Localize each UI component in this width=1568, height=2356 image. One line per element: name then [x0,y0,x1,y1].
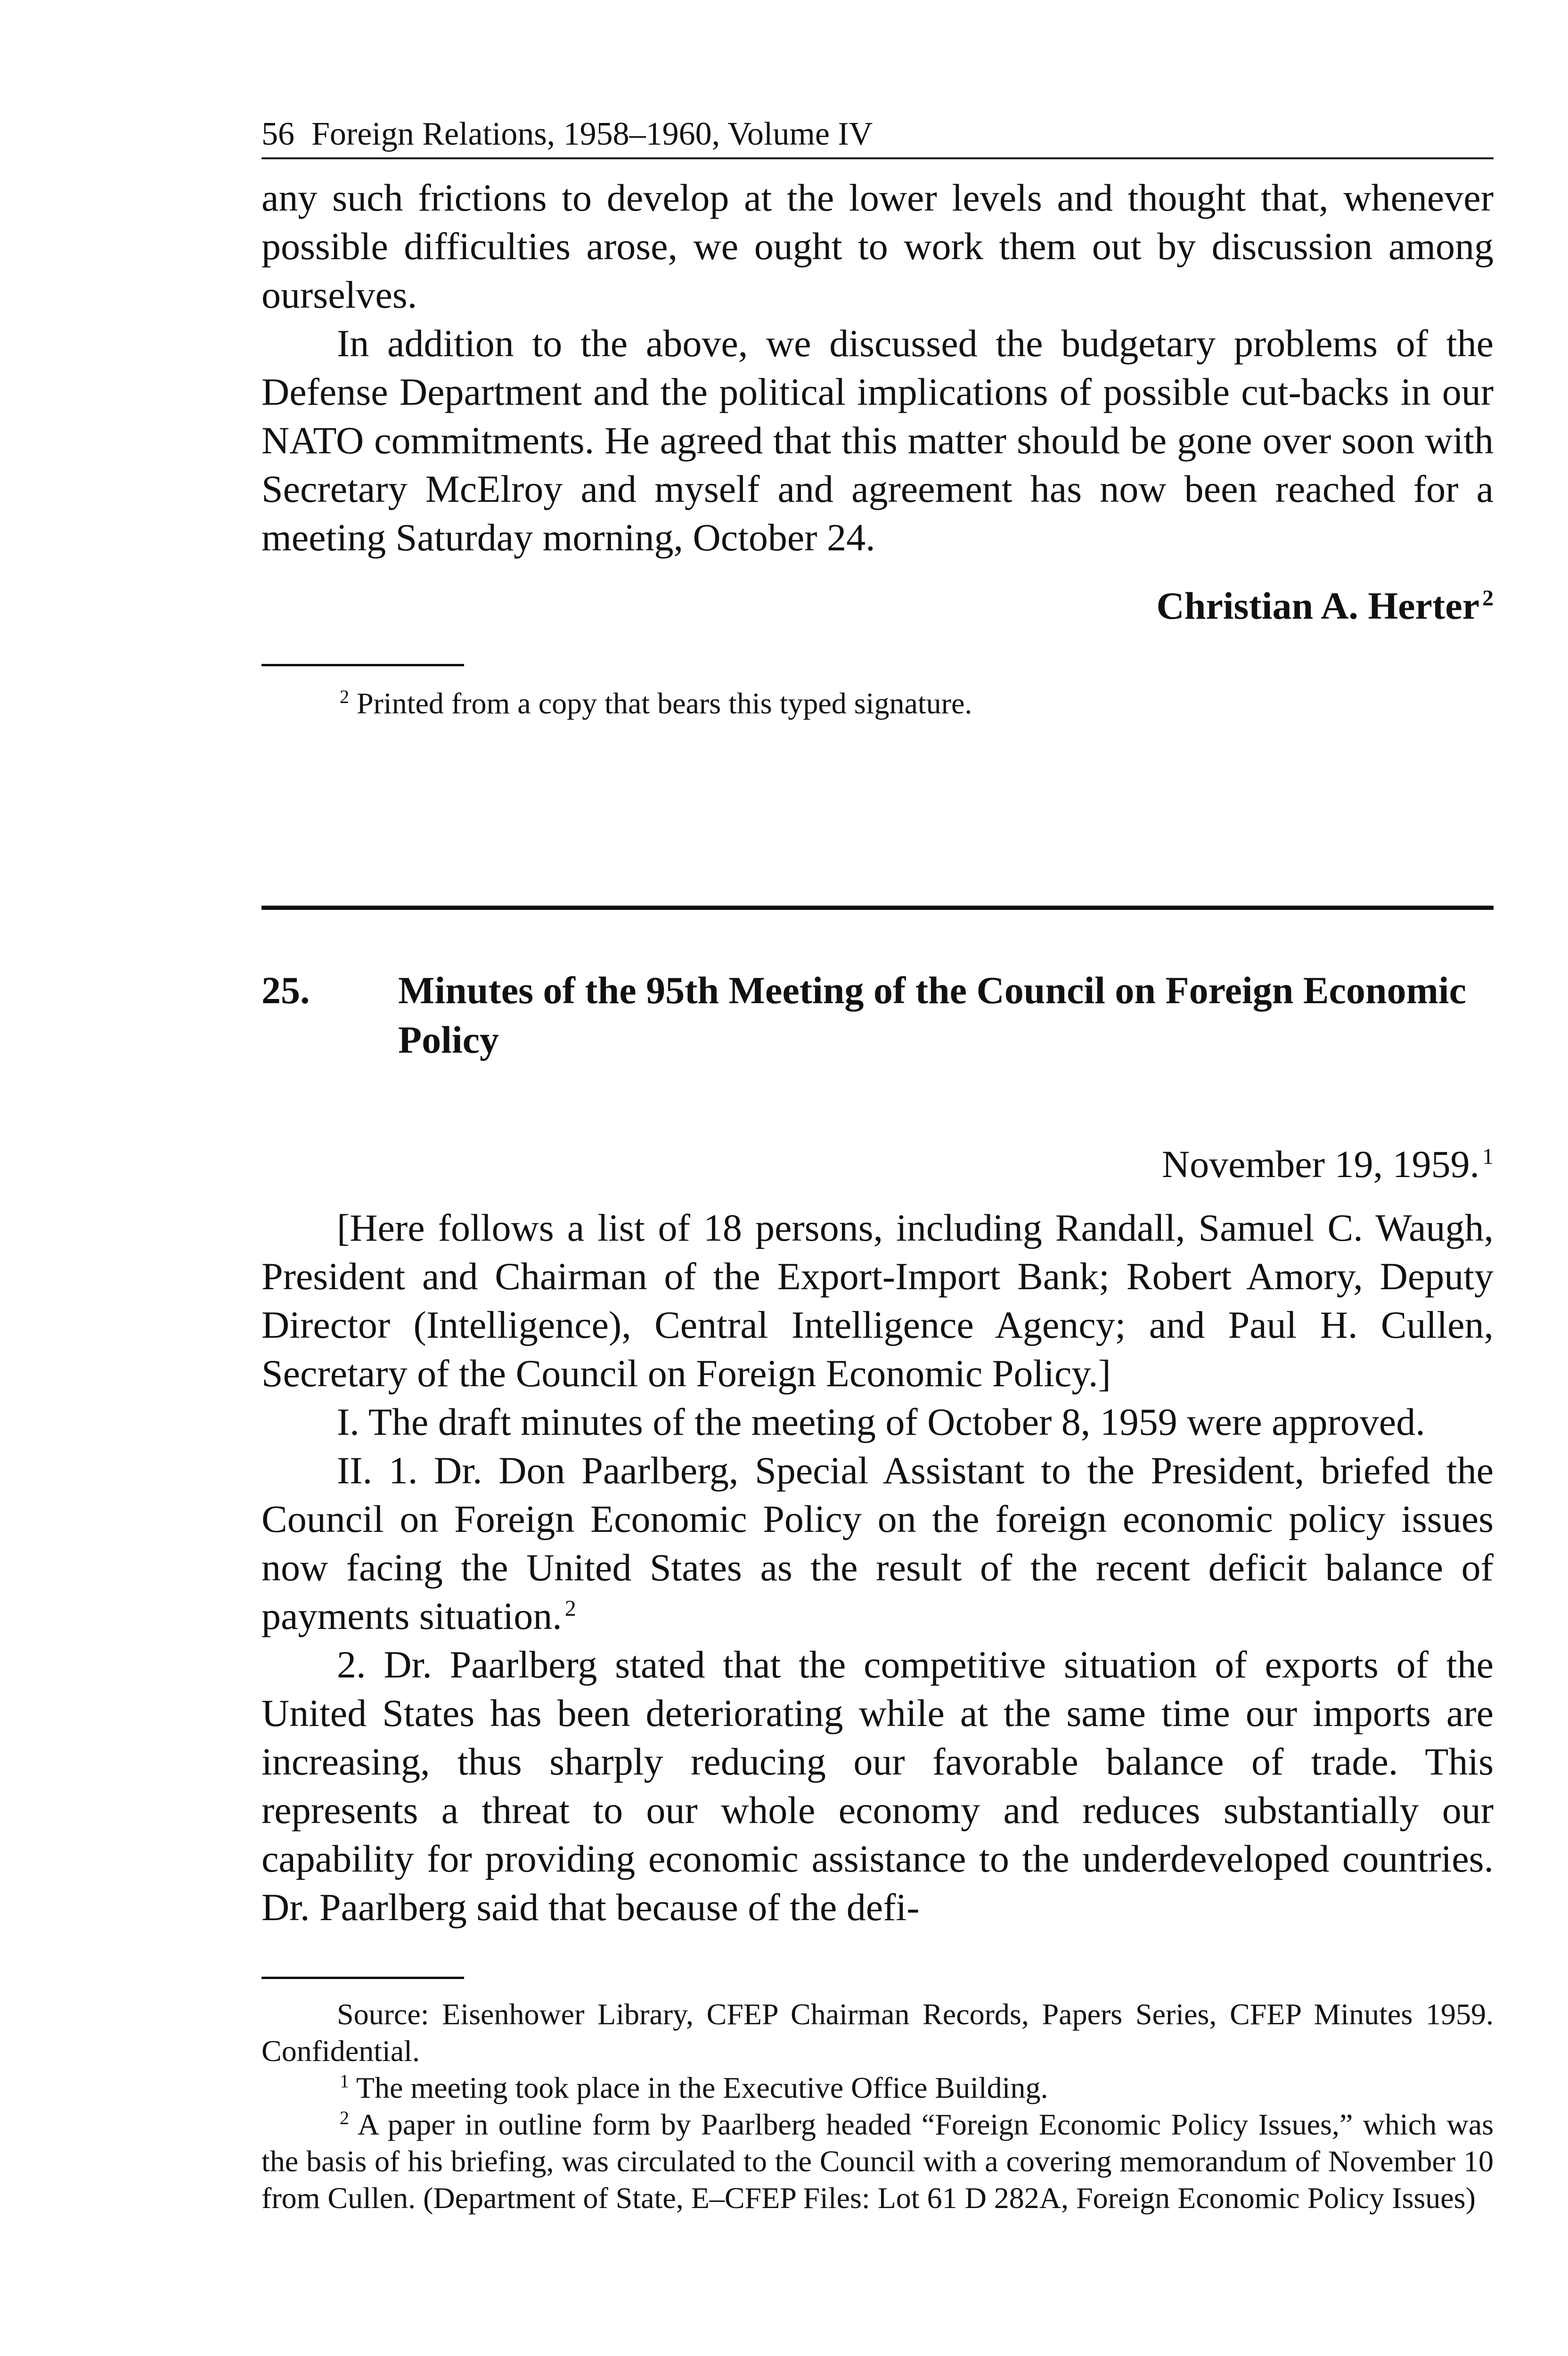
footnote [261,2070,1494,2106]
paragraph-text: II. 1. Dr. Don Paarlberg, Special Assistant to the President, briefed the Council on Foreign Economic Policy on the foreign economic policy issues now facing the United States as the result of the recent deficit balance of payments situation. [261,1449,1494,1637]
source-note: Source: Eisenhower Library, CFEP Chairman Records, Papers Series, CFEP Minutes 1959. Confidential. [261,1997,1494,2068]
page-number: 56 [261,116,294,152]
footnote-marker: 2 [564,1595,576,1621]
footnote-marker: 2 [1482,585,1494,611]
footnote [261,2106,1494,2217]
footnote-marker: 2 [340,686,349,707]
footnote-marker: 1 [1482,1144,1494,1169]
footnote-divider [261,1977,464,1979]
paragraph [261,1446,1494,1640]
signature-name: Christian A. Herter [1156,584,1479,627]
footnote-text: A paper in outline form by Paarlberg headed “Foreign Economic Policy Issues,” which was the basis of his briefing, was circulated to the Council with a covering memorandum of November 10 from Cullen. (Department of State, E–CFEP Files: Lot 61 D 282A, Foreign Economic Policy Issues) [261,2108,1494,2215]
footnote-marker: 1 [340,2070,349,2092]
paragraph: [Here follows a list of 18 persons, including Randall, Samuel C. Waugh, President and Chairman of the Export-Import Bank; Robert Amory, Deputy Director (Intelligence), Central Intelligence Agency; and Paul H. Cullen, Secretary of the Council on Foreign Economic Policy.] [261,1206,1494,1395]
footnote-marker: 2 [340,2107,349,2128]
document-date [261,1140,1494,1188]
signature [261,581,1494,630]
paragraph: 2. Dr. Paarlberg stated that the competitive situation of exports of the United States has been deteriorating while at the same time our imports are increasing, thus sharply reducing our favorable balance of trade. This represents a threat to our whole economy and reduces substantially our capability for providing economic assistance to the underdeveloped countries. Dr. Paarlberg said that because of the defi- [261,1643,1494,1929]
footnote-text: The meeting took place in the Executive Office Building. [356,2071,1048,2104]
paragraph: In addition to the above, we discussed the budgetary problems of the Defense Department and the political implications of possible cut-backs in our NATO commitments. He agreed that this matter should be gone over soon with Secretary McElroy and myself and agreement has now been reached for a meeting Saturday morning, October 24. [261,322,1494,559]
previous-document-body [261,173,1494,562]
footnotes [261,1996,1494,2217]
document-divider [261,906,1494,910]
volume-title: Foreign Relations, 1958–1960, Volume IV [311,116,873,152]
document-heading [261,965,1494,1064]
paragraph: I. The draft minutes of the meeting of October 8, 1959 were approved. [337,1400,1425,1443]
paragraph: any such frictions to develop at the lower levels and thought that, whenever possible difficulties arose, we ought to work them out by discussion among ourselves. [261,176,1494,316]
running-head [261,113,1494,159]
footnote [261,685,1494,722]
document-page [261,113,1494,2217]
footnote-text: Printed from a copy that bears this typed signature. [357,687,972,720]
date-text: November 19, 1959. [1161,1143,1479,1186]
document-number: 25. [261,969,310,1012]
footnote-divider [261,664,464,666]
document-title: Minutes of the 95th Meeting of the Council on Foreign Economic Policy [398,969,1466,1061]
document-body [261,1203,1494,1931]
